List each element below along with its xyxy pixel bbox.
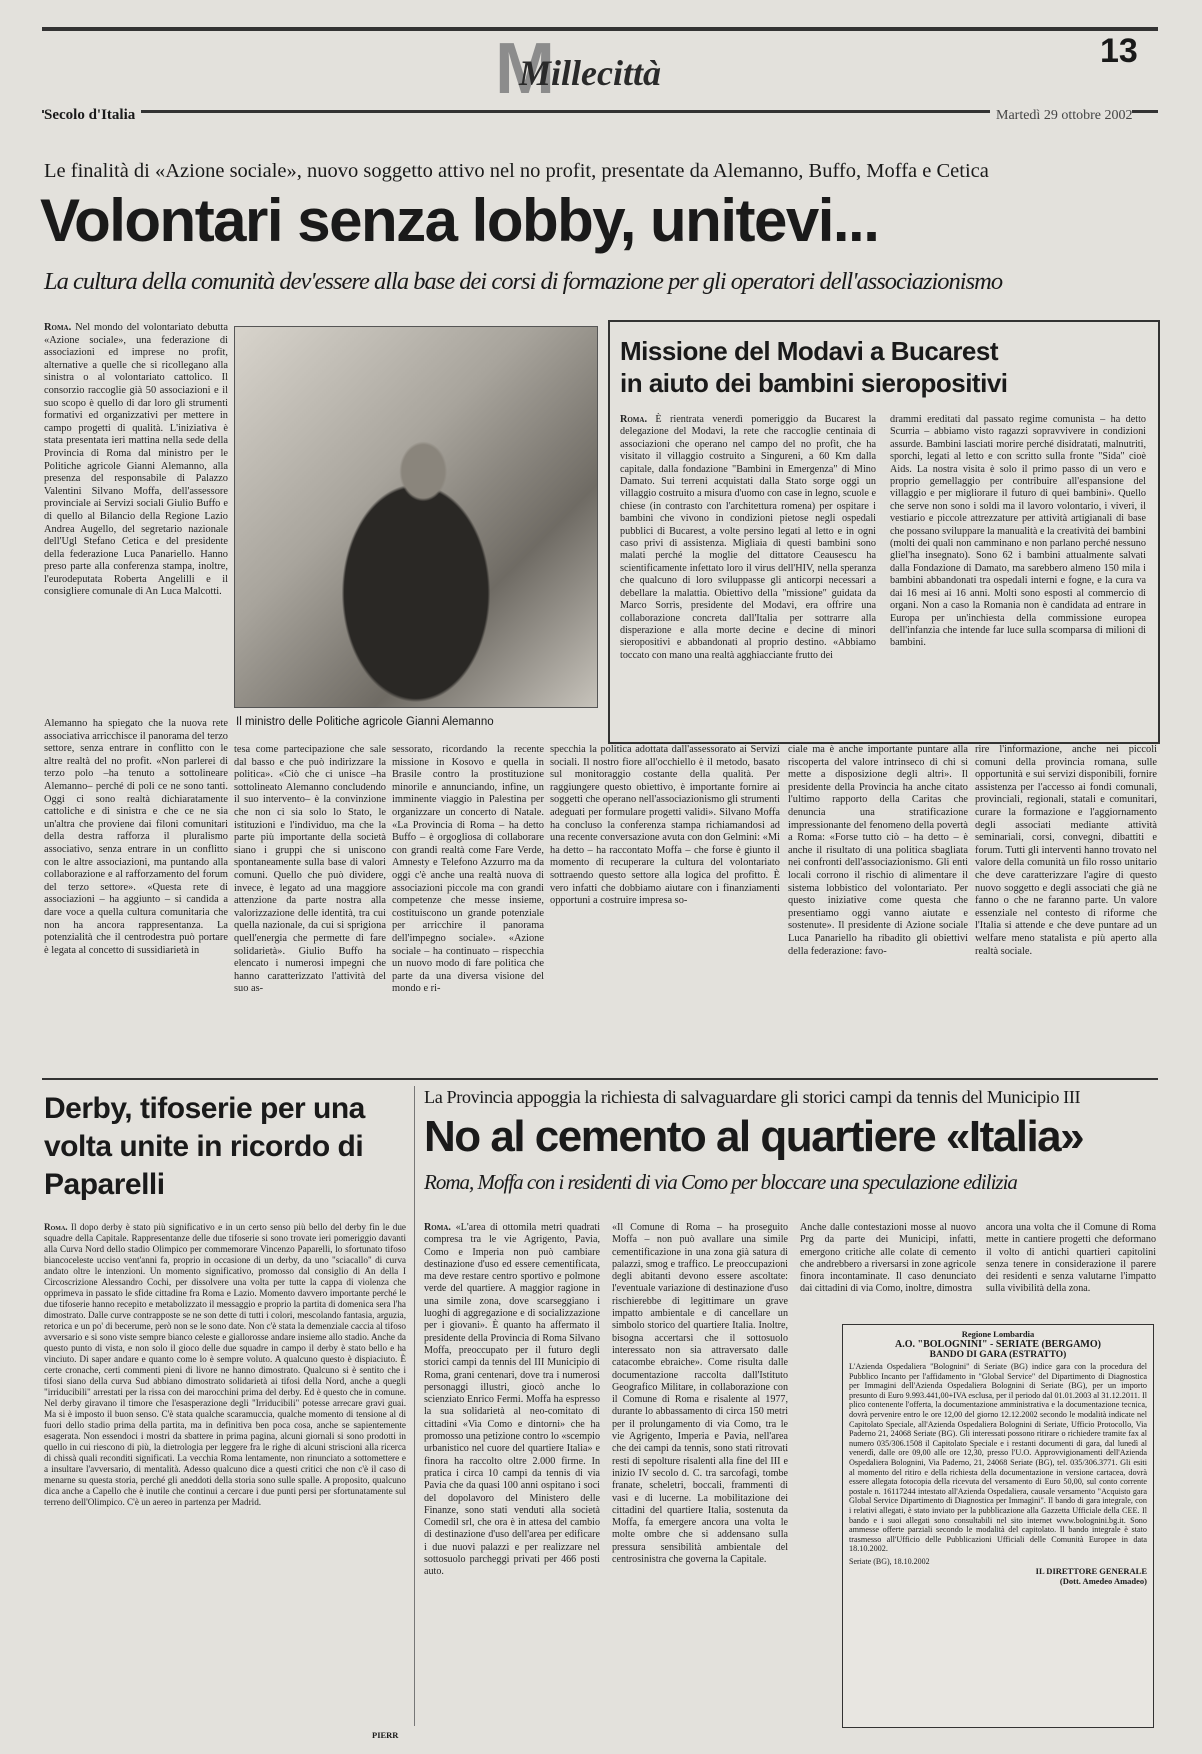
modavi-col1-text: È rientrata venerdì pomeriggio da Bucarest la delegazione del Modavi, la rete che raccoglie centinaia di associazioni che operano nel campo del no profit, che ha visitato il villaggio costruito a Singureni, a 60 Km dalla capitale, dalla fondazione "Bambini in Emergenza" di Mino Damato. Sui terreni acquistati dalla Stato sorge oggi un villaggio costruito a misura d'uomo con case in legno, scuole e chiese (in contrasto con l'architettura romena) per ospitare i bambini che vivono in condizioni pietose negli ospedali pubblici di Bucarest, a volte persino legati al letto e in ogni caso privi di assistenza. Migliaia di questi bambini sono malati perché la moglie del dittatore Ceausescu ha scientificamente infettato loro il virus dell'HIV, nella speranza che qualcuno di loro sviluppasse gli anticorpi necessari a debellare la malattia. Obiettivo della "missione" guidata da Marco Sorrìs, presidente del Modavi, era offrire una collaborazione concreta dall'Italia per sottrarre alla disperazione e alla morte decine e decine di minori sieropositivi e abbandonati al proprio destino. «Abbiamo toccato con mano una realtà agghiacciante frutto dei: [620, 414, 876, 661]
section-title: Millecittà: [519, 53, 661, 93]
main-col1-top-text: Nel mondo del volontariato debutta «Azione sociale», una federazione di associazioni ed imprese no profit, alternative a quelle che si ricollegano alla sinistra o al volontariato cattolico. Il consorzio raccoglie già 50 associazioni e il suo scopo è quello di dar loro gli strumenti formativi ed organizzativi per mettere in campo progetti di qualità. L'iniziativa è stata presentata ieri mattina nella sede della Provincia di Roma dal ministro per le Politiche agricole Gianni Alemanno, alla presenza del responsabile di Palazzo Valentini Silvano Moffa, dell'assessore provinciale ai Servizi sociali Giulio Buffo e di quello al Bilancio della Regione Lazio Andrea Augello, del segretario nazionale dell'Ugl Stefano Cetica e del presidente della federazione Luca Panariello. Hanno preso parte alla conferenza stampa, inoltre, l'eurodeputata Roberta Angelilli e il consigliere comunale di An Luca Malcotti.: [44, 322, 228, 598]
bando-place-date: Seriate (BG), 18.10.2002: [849, 1556, 930, 1566]
bando-body: L'Azienda Ospedaliera "Bolognini" di Seriate (BG) indice gara con la procedura del Pubblico Incanto per l'affidamento in "Global Service" del Dipartimento di Diagnostica per Immagini dell'Azienda Ospedaliera Bolognini di Seriate (BG), per un importo presunto di Euro 9.993.441,00+IVA esclusa, per il periodo dal 01.01.2003 al 31.12.2011. Il plico contenente l'offerta, la documentazione amministrativa e la documentazione tecnica, dovrà pervenire entro le ore 12,00 del giorno 12.12.2002 secondo le modalità indicate nel Capitolato Speciale, all'Azienda Ospedaliera Bolognini di Seriate, Ufficio Protocollo, Via Paderno 21, 24068 Seriate (BG). Gli interessati possono ritirare o richiedere tramite fax al numero 035/306.1508 il Capitolato Speciale e i restanti documenti di gara, dal lunedì al venerdì, dalle ore 09,00 alle ore 12,30, presso l'U.O. Approvvigionamenti dell'Azienda Ospedaliera Bolognini, Via Paderno, 21, 24068 Seriate (BG), tel. 035/306.3771. Gli esiti al momento del ritiro e della richiesta della documentazione in versione cartacea, dovrà essere allegata fotocopia della ricevuta del versamento di Euro 50,00, sul conto corrente postale n. 16117244 intestato all'Azienda Ospedaliera, causale versamento "Acquisto gara Global Service Dipartimento di Diagnostica per Immagini". Il bando di gara integrale, con i relativi allegati, è stato inviato per la pubblicazione alla Gazzetta Ufficiale della CEE. Il bando e i suoi allegati sono consultabili nel sito internet www.bolognini.bg.it. Sono ammesse offerte parziali secondo le modalità del capitolato. Il bando integrale è stato trasmesso all'Ufficio delle Pubblicazioni Ufficiali delle Comunità Europee in data 18.10.2002.: [849, 1362, 1147, 1554]
photo-caption: Il ministro delle Politiche agricole Gianni Alemanno: [236, 716, 494, 728]
cemento-dateline: Roma.: [424, 1222, 451, 1233]
main-col4: specchia la politica adottata dall'assessorato ai Servizi sociali. Il nostro fiore all'occhiello è il metodo, basato sul monitoraggio costante della qualità. Per raggiungere questo obiettivo, è importante fornire ai soggetti che operano nell'associazionismo gli strumenti adeguati per formulare progetti validi». Silvano Moffa ha concluso la conferenza stampa richiamandosi ad una recente conversazione avuta con don Gelmini: «Mi ha detto – ha raccontato Moffa – che forse è giunto il momento di recuperare la cultura del volontariato sottraendo questo settore alla logica del profitto. È vero infatti che dobbiamo aiutare con i finanziamenti opportuni a costruire impresa so-: [550, 744, 780, 907]
main-col3: sessorato, ricordando la recente missione in Kosovo e quella in Brasile contro la prostituzione minorile e annunciando, infine, un imminente viaggio in Palestina per organizzare un concerto di Natale. «La Provincia di Roma – ha detto Buffo – è orgogliosa di collaborare con grandi realtà come Fare Verde, Amnesty e Telefono Azzurro ma da oggi c'è anche una realtà nuova di associazioni piccole ma con grandi competenze che messe insieme, costituiscono un grande potenziale per arricchire il panorama dell'impegno sociale». «Azione sociale – ha continuato – rispecchia un nuovo modo di fare politica che parte da una diversa visione del mondo e ri-: [392, 744, 544, 995]
derby-body: [44, 1222, 406, 1508]
cemento-col4: ancora una volta che il Comune di Roma mette in cantiere progetti che deformano il volto di antichi quartieri capitolini senza tenere in considerazione il parere dei residenti e senza valutarne l'impatto sulla vivibilità della zona.: [986, 1222, 1156, 1295]
derby-dateline: Roma.: [44, 1222, 68, 1232]
cemento-col1: [424, 1222, 600, 1579]
top-rule: [42, 27, 1158, 31]
modavi-col2: drammi ereditati dal passato regime comunista – ha detto Scurria – abbiamo visto ragazzi sopravvivere in condizioni assurde. Bambini lasciati morire perché disidratati, malnutriti, sporchi, legati al letto e con scritto sulla fronte "Sida" cioè Aids. La nostra visita è solo il primo passo di un vero e proprio gemellaggio per contribuire all'espansione del villaggio e per migliorare il futuro di quei bambini». Quello che serve non sono i soldi ma il lavoro volontario, i viveri, il vestiario e piccole attrezzature per attività artigianali di base che possano sviluppare la manualità e la creatività dei bambini (molti dei quali non camminano e non parlano perché nessuno gliel'ha insegnato). Sono 62 i bambini attualmente salvati dalla Fondazione di Damato, ma sarebbero almeno 150 mila i bambini abbandonati tra ospedali interni e fogne, e la cura va dai 16 mesi ai 16 anni. Molti sono esposti al commercio di organi. Non a caso la Romania non è candidata ad entrare in Europa per un'inchiesta della commissione europea dell'infanzia che intende far luce sulla scomparsa di milioni di bambini.: [890, 414, 1146, 649]
bando-title: BANDO DI GARA (ESTRATTO): [929, 1350, 1067, 1360]
main-dateline: Roma.: [44, 322, 72, 333]
cemento-col1-text: «L'area di ottomila metri quadrati compresa tra le vie Agrigento, Pavia, Como e Imperia non può cambiare destinazione d'uso ed essere cementificata, ma deve restare centro sportivo e polmone verde del quartiere. A maggior ragione in una simile zona, dove scarseggiano i luoghi di aggregazione e di socializzazione per i giovani». È quanto ha affermato il presidente della Provincia di Roma Silvano Moffa, preoccupato per il futuro degli storici campi da tennis del III Municipio di Roma, grani centenari, dove tra i numerosi personaggi illustri, giocò anche lo scienziato Enrico Fermi. Moffa ha espresso la sua solidarietà al neo-comitato di cittadini «Via Como e dintorni» che ha promosso una petizione contro lo «scempio urbanistico nel cuore del quartiere Italia» e finora ha raccolto oltre 2.000 firme. In pratica i circa 10 campi da tennis di via Pavia che da quasi 100 anni ospitano i soci del dopolavoro del Ministero delle Finanze, sono stati venduti alla società Comedil srl, che ora è in attesa del cambio di destinazione d'uso dell'area per edificare i due nuovi palazzi e per realizzare nel sottosuolo parcheggi privati per 466 posti auto.: [424, 1222, 601, 1578]
derby-body-text: Il dopo derby è stato più significativo e in un certo senso più bello del derby fin le due squadre della Capitale. Rappresentanze delle due tifoserie si sono trovate ieri pomeriggio davanti alla Curva Nord dello stadio Olimpico per commemorare Vincenzo Paparelli, lo sfortunato tifoso biancoceleste ucciso vent'anni fa, proprio in occasione di un derby, da uno "sciacallo" di curva andato oltre le intenzioni. Un momento significativo, promosso dal consiglio di An della I Circoscrizione Alessandro Cochi, per dissolvere una volta per tutte la cappa di violenza che opprimeva in passato le sfide cittadine fra Roma e Lazio. Momento davvero importante perché le due tifoserie hanno recepito e metabolizzato il messaggio e proprio la partita di domenica sera l'ha dimostrato. Dalle curve contrapposte se ne son dette di tutti i colori, mescolando fantasia, arguzia, retorica e un po' di becerume, però non se le sono date. Non c'è stata la demenziale caccia al tifoso avversario e si sono viste sempre bianco celeste e giallorosse andare insieme allo stadio. Anche da questo punto di vista, e non solo il gioco delle due squadre in campo il derby è stato bello e ha vinciuto. Di saper andare e quanto come lo è sempre voluto. A qualcuno questo è dispiaciuto. È certe cronache, certi commenti pieni di livore ne hanno dimostrato. Qualcuno si è sentito che i tifosi siano della curva Sud abbiano dimostrato solidarietà ai tifosi della Nord, anche a quegli "irriducibili" arrestati per la rissa con dei marocchini prima del derby. Ed è questo che in comune. Nel derby giravano il timore che l'esasperazione degli "Irriducibili" potesse arrecare gravi guai. Ma si è imposto il buon senso. C'è stata qualche scaramuccia, qualche momento di tensione al di fuori dello stadio prima della partita, ma in definitiva ben poca cosa, anche se sapientemente esagerata. Non essendoci i mostri da sbattere in prima pagina, alcuni giornali si sono prodotti in quello in cui riescono di più, la dietrologia per leggere fra le righe di alcuni striscioni alla ricerca di chissà quali reconditi significati. La vecchia Roma lentamente, non rinunciato a sottomettere e a insultare l'avversario, di mentalità. Adesso qualcuno dice a questi critici che non c'è il caso di menarne su questa storia, perché gli aneddoti della storia sono sulle spalle. A proposito, qualcuno dica anche a Capello che è inutile che continui a cercare i due punti persi per sfortunatamente sul terreno dell'Olimpico. C'è un aereo in partenza per Madrid.: [44, 1222, 406, 1507]
section-divider: [42, 1078, 1158, 1080]
bando-signer-title: IL DIRETTORE GENERALE: [1035, 1565, 1147, 1576]
bando-region: Regione Lombardia: [961, 1329, 1035, 1339]
main-col5: ciale ma è anche importante puntare alla riscoperta del valore intrinseco di chi si mette a disposizione degli altri». Il presidente della Provincia ha anche citato l'ultimo rapporto della Caritas che denuncia una stratificazione impressionante del fenomeno della povertà a Roma: «Forse tutto ciò – ha detto – è anche il risultato di una politica sbagliata nei confronti dell'associazionismo. Gli enti locali corrono il rischio di alimentare il sistema lobbistico del volontariato. Per questo iniziative come questa che presentiamo oggi vanno aiutate e sostenute». Il presidente di Azione sociale Luca Panariello ha ribadito gli obiettivi della federazione: favo-: [788, 744, 968, 957]
section-logo-m: M: [495, 29, 555, 109]
vertical-divider: [414, 1086, 415, 1726]
cemento-kicker: La Provincia appoggia la richiesta di salvaguardare gli storici campi da tennis del Municipio III: [424, 1087, 1081, 1107]
alemanno-photo: [234, 326, 598, 708]
cemento-subhead: Roma, Moffa con i residenti di via Como per bloccare una speculazione edilizia: [424, 1170, 1017, 1194]
cemento-headline: No al cemento al quartiere «Italia»: [424, 1112, 1084, 1161]
modavi-col1: [620, 414, 876, 662]
main-headline: Volontari senza lobby, unitevi...: [40, 187, 879, 254]
page-number: 13: [1100, 32, 1138, 70]
modavi-headline-1: Missione del Modavi a Bucarest: [620, 336, 999, 366]
main-col1-top: [44, 322, 228, 599]
main-kicker: Le finalità di «Azione sociale», nuovo soggetto attivo nel no profit, presentate da Alemanno, Buffo, Moffa e Cetica: [44, 160, 989, 182]
main-col6: rire l'informazione, anche nei piccoli comuni della provincia romana, sulle opportunità e sui servizi disponibili, fornire assistenza per l'accesso ai fondi comunali, provinciali, regionali, statali e comunitari, curare la formazione e l'aggiornamento degli associati mediante attività seminariali, corsi, convegni, dibattiti e forum. Tutti gli interventi hanno trovato nel valore della comunità un filo rosso unitario che deve caratterizzare l'agire di questo nuovo soggetto e degli associati che già ne fanno o che ne faranno parte. Un valore essenziale nel contesto di riforme che l'Italia si attende e che deve puntare ad un welfare meno statalista e più aperto alla realtà sociale.: [975, 744, 1157, 957]
bando-box: [842, 1324, 1154, 1728]
issue-date: Martedì 29 ottobre 2002: [990, 108, 1132, 124]
section-logo: [495, 29, 735, 109]
newspaper-name: Secolo d'Italia: [44, 107, 141, 124]
modavi-headline-2: in aiuto dei bambini sieropositivi: [620, 368, 1008, 398]
cemento-col3: Anche dalle contestazioni mosse al nuovo Prg da parte dei Municipi, infatti, emergono critiche alle colate di cemento che andrebbero a riversarsi in zone agricole finora incontaminate. Il caso denunciato dai cittadini di via Como, inoltre, dimostra: [800, 1222, 976, 1295]
modavi-dateline: Roma.: [620, 414, 648, 425]
main-col1-bottom: Alemanno ha spiegato che la nuova rete associativa arricchisce il panorama del terzo settore, senza entrare in conflitto con le altre realtà del no profit. «Non parlerei di terzo polo –ha tenuto a sottolineare Alemanno– perché di poli ce ne sono tanti. Oggi ci sono realtà dichiaratamente cattoliche e di sinistra e che ce ne sia un'altra che proviene dai filoni comunitari della destra rafforza il pluralismo associativo, senza entrare in un conflitto con le altre associazioni, ma puntando alla collaborazione e al rafforzamento del forum del terzo settore». «Questa rete di associazioni – ha aggiunto – si candida a dare voce a quella cultura comunitaria che non ha ancora rappresentanza. La potenzialità che il centrodestra può portare è legata al concetto di sussidiarietà in: [44, 718, 228, 956]
derby-signature: PIERR: [372, 1730, 399, 1740]
main-col2: tesa come partecipazione che sale dal basso e che può indirizzare la politica». «Ciò che ci unisce –ha sottolineato Alemanno concludendo il suo intervento– è la convinzione che non ci sia solo lo Stato, le istituzioni e l'individuo, ma che la parte più importante della società siano i gruppi che si uniscono spontaneamente sulla base di valori comuni. Quello che può dividere, invece, è legato ad una maggiore attenzione da parte nostra alla valorizzazione delle identità, tra cui quella nazionale, da cui si sprigiona quell'energia che permette di fare solidarietà». Giulio Buffo ha elencato i numerosi impegni che hanno caratterizzato l'attività del suo as-: [234, 744, 386, 995]
bando-signer-name: (Dott. Amedeo Amadeo): [1059, 1575, 1147, 1586]
main-subhead: La cultura della comunità dev'essere alla base dei corsi di formazione per gli operatori dell'associazionismo: [44, 268, 1003, 295]
cemento-col2: «Il Comune di Roma – ha proseguito Moffa – non può avallare una simile cementificazione in una zona già satura di palazzi, smog e traffico. Le preoccupazioni degli abitanti devono essere ascoltate: l'eventuale variazione di destinazione d'uso rischierebbe di legittimare un grave impatto ambientale e di cancellare un simbolo storico del quartiere Italia. Inoltre, bisogna accertarsi che il sottosuolo interessato non sia attraversato dalle catacombe ebraiche». Come risulta dalle documentazione raccolta dall'Istituto Geografico Militare, in collaborazione con il Comune di Roma e risalente al 1977, durante lo abbassamento di circa 150 metri per il prolungamento di via Como, tra le vie Agrigento, Imperia e Pavia, nell'area che dei campi da tennis, sono stati ritrovati resti di sepolture risalenti alla fine del III e inizio IV secolo d. C. tra sarcofagi, tombe franate, scheletri, boccali, frammenti di vasi e di lucerne. La mobilitazione dei cittadini del quartiere Italia, sostenuta da Moffa, fa emergere ancora una volta le molte ombre che si addensano sulla pressura sensibilità ambientale del centrosinistra che governa la Capitale.: [612, 1222, 788, 1566]
bando-org: A.O. "BOLOGNINI" - SERIATE (BERGAMO): [895, 1339, 1101, 1350]
derby-headline: Derby, tifoserie per una volta unite in ricordo di Paparelli: [44, 1092, 365, 1201]
